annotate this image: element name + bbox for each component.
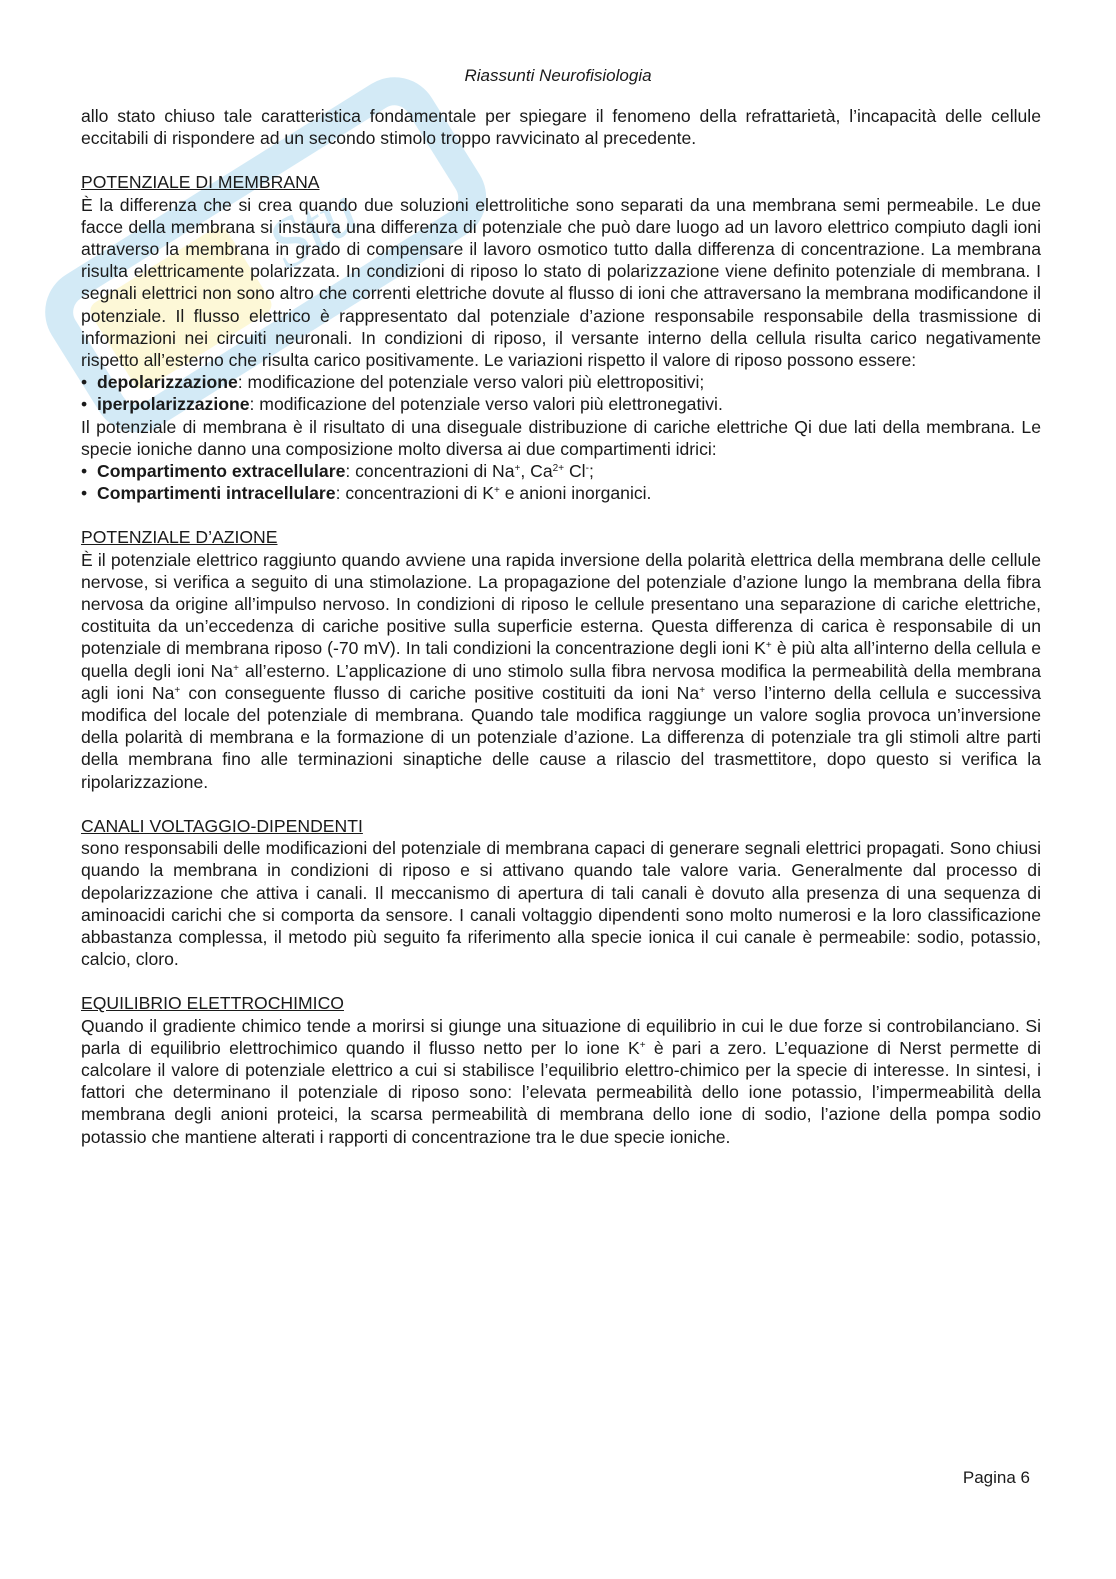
- page-number: Pagina 6: [962, 1468, 1030, 1487]
- section-equilibrio-elettrochimico: [81, 992, 1041, 1147]
- list-item: • Compartimento extracellulare: concentrazioni di Na+, $Ca^{2+}$ Cl-;: [81, 460, 1041, 482]
- section-heading: CANALI VOLTAGGIO-DIPENDENTI: [81, 815, 363, 836]
- document-body: [81, 105, 1041, 1148]
- paragraph: È il potenziale elettrico raggiunto quando avviene una rapida inversione della polarità elettrica della membrana delle cellule nervose, si verifica a seguito di una stimolazione. La propagazione del potenziale d’azione lungo la membrana della fibra nervosa da origine all’impulso nervoso. In condizioni di riposo le cellule presentano una separazione di cariche elettriche, costituita da un’eccedenza di cariche positive sulla superficie esterna. Questa differenza di carica è responsabile di un potenziale di membrana riposo (-70 mV). In tali condizioni la concentrazione degli ioni K+ è più alta all’interno della cellula e quella degli ioni Na+ all’esterno. L’applicazione di uno stimolo sulla fibra nervosa modifica la permeabilità della membrana agli ioni Na+ con conseguente flusso di cariche positive costituiti da ioni Na+ verso l’interno della cellula e successiva modifica del locale del potenziale di membrana. Quando tale modifica raggiunge un valore soglia provoca un’inversione della polarità di membrana e la formazione di un potenziale d’azione. La differenza di potenziale tra gli stimoli altre parti della membrana fino alle terminazioni sinaptiche delle cause a rilascio del trasmettitore, dopo questo si verifica la ripolarizzazione.: [81, 549, 1041, 792]
- paragraph: sono responsabili delle modificazioni del potenziale di membrana capaci di generare segnali elettrici propagati. Sono chiusi quando la membrana in condizioni di riposo e si attivano quando tale valore varia. Generalmente dal processo di depolarizzazione che attiva i canali. Il meccanismo di apertura di tali canali è dovuto alla presenza di una sequenza di aminoacidi carichi che si comporta da sensore. I canali voltaggio dipendenti sono molto numerosi e la loro classificazione abbastanza complessa, il metodo più seguito fa riferimento alla specie ionica il cui canale è permeabile: sodio, potassio, calcio, cloro.: [81, 838, 1041, 970]
- paragraph: È la differenza che si crea quando due soluzioni elettrolitiche sono separati da una membrana semi permeabile. Le due facce della membrana si instaura una differenza di potenziale che può dare luogo ad un lavoro elettrico compiuto dagli ioni attraverso la membrana in grado di compensare il lavoro osmotico tutto dalla differenza di concentrazione. La membrana risulta elettricamente polarizzata. In condizioni di riposo lo stato di polarizzazione viene definito potenziale di membrana. I segnali elettrici non sono altro che correnti elettriche dovute al flusso di ioni che attraversano la membrana modificandone il potenziale. Il flusso elettrico è rappresentato dal potenziale d’azione responsabile responsabile della trasmissione di informazioni nei circuiti neuronali. In condizioni di riposo, il versante interno della cellula risulta carico negativamente rispetto all’esterno che risulta carico positivamente. Le variazioni rispetto il valore di riposo possono essere:: [81, 194, 1041, 371]
- section-potenziale-d-azione: [81, 526, 1041, 792]
- svg-text:Stu: Stu: [255, 171, 372, 285]
- paragraph: Il potenziale di membrana è il risultato di una diseguale distribuzione di cariche elettriche Qi due lati della membrana. Le specie ioniche danno una composizione molto diversa ai due compartimenti idrici:: [81, 416, 1041, 459]
- bold-term: Compartimenti intracellulare: [97, 483, 336, 504]
- bullet-list: [81, 371, 1041, 415]
- paragraph: Quando il gradiente chimico tende a morirsi si giunge una situazione di equilibrio in cui le due forze si controbilanciano. Si parla di equilibrio elettrochimico quando il flusso netto per lo ione K+ è pari a zero. L’equazione di Nerst permette di calcolare il valore di potenziale elettrico a cui si stabilisce l’equilibrio elettro-chimico per la specie di interesse. In sintesi, i fattori che determinano il potenziale di riposo sono: l’elevata permeabilità dello ione potassio, l’impermeabilità della membrana degli anioni proteici, la scarsa permeabilità di membrana dello ione di sodio, l’azione della pompa sodio potassio che mantiene alterati i rapporti di concentrazione tra le due specie ioniche.: [81, 1015, 1041, 1147]
- section-heading: EQUILIBRIO ELETTROCHIMICO: [81, 993, 344, 1014]
- list-item: • depolarizzazione: modificazione del potenziale verso valori più elettropositivi;: [81, 371, 1041, 393]
- bold-term: iperpolarizzazione: [97, 394, 250, 415]
- bullet-list: [81, 460, 1041, 504]
- section-heading: POTENZIALE DI MEMBRANA: [81, 172, 320, 193]
- section-potenziale-di-membrana: [81, 171, 1041, 504]
- list-item: • Compartimenti intracellulare: concentrazioni di K+ e anioni inorganici.: [81, 482, 1041, 504]
- bold-term: depolarizzazione: [97, 372, 238, 393]
- section-heading: POTENZIALE D’AZIONE: [81, 527, 278, 548]
- intro-paragraph: allo stato chiuso tale caratteristica fondamentale per spiegare il fenomeno della refrattarietà, l’incapacità delle cellule eccitabili di rispondere ad un secondo stimolo troppo ravvicinato al precedente.: [81, 106, 1041, 149]
- section-canali-voltaggio-dipendenti: [81, 815, 1041, 970]
- page-header: Riassunti Neurofisiologia: [464, 66, 652, 85]
- bold-term: Compartimento extracellulare: [97, 461, 346, 482]
- list-item: • iperpolarizzazione: modificazione del potenziale verso valori più elettronegativi.: [81, 393, 1041, 415]
